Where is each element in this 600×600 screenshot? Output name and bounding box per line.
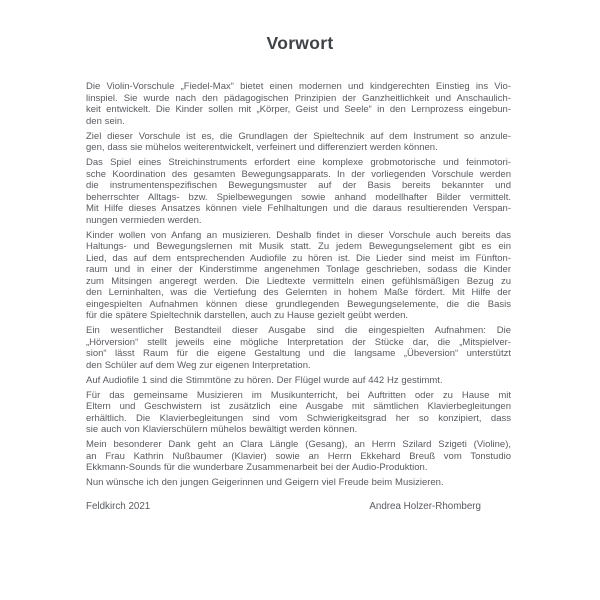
text-line: sion“ lässt Raum für die eigene Gestaltung und die langsame „Übeversion“ unterstützt [86,348,511,359]
paragraph [86,157,511,226]
text-line: „Hörversion“ stellt jeweils eine mögliche Interpretation der Stücke dar, die „Mitspielver- [86,336,511,348]
text-line: sche Koordination des gesamten Bewegungsapparats. In der vorliegenden Vorschule werden [86,168,511,180]
footer-place-date: Feldkirch 2021 [86,501,151,512]
text-line: keit entwickelt. Die Kinder sollen mit „Körper, Geist und Seele“ in den Lernprozess eingebun- [86,104,511,115]
text-line: Eltern und Geschwistern ist zusätzlich eine Ausgabe mit sämtlichen Klavierbegleitungen [86,401,511,412]
text-line: an Frau Kathrin Nußbaumer (Klavier) sowie an Herrn Ekkehard Breuß vom Tonstudio [86,450,511,462]
text-line: Ziel dieser Vorschule ist es, die Grundlagen der Spieltechnik auf dem Instrument so anzule- [86,130,511,142]
text-line: den Lerninhalten, was die Vertiefung des Gelernten in hohem Maße fördert. Mit Hilfe der [86,287,511,298]
paragraph [86,375,511,387]
text-line: für die spätere Spieltechnik darstellen, auch zu Hause gezielt geübt werden. [86,310,409,321]
text-line: Das Spiel eines Streichinstruments erfordert eine komplexe grobmotorische und feinmotori- [86,157,511,168]
foreword-text [86,81,511,492]
text-line: Mein besonderer Dank geht an Clara Längle (Gesang), an Herrn Szilard Szigeti (Violine), [86,439,511,450]
text-line: zum Mitsingen angeregt werden. Die Liedtexte vermitteln einen gefühlsmäßigen Bezug zu [86,275,511,287]
text-line: eingespielten Aufnahmen können diese grundlegenden Bewegungselemente, die die Basis [86,298,511,310]
footer-author: Andrea Holzer-Rhomberg [369,501,481,512]
footer [86,501,511,513]
text-line: erhältlich. Die Klavierbegleitungen sind vom Schwierigkeitsgrad her so konzipiert, dass [86,412,511,424]
text-line: den Schüler auf dem Weg zur eigenen Interpretation. [86,359,311,371]
paragraph [86,81,511,127]
text-line: Lied, das auf dem entsprechenden Audiofile zu hören ist. Die Lieder sind meist im Fünfton- [86,252,511,264]
paragraph [86,230,511,322]
text-line: Auf Audiofile 1 sind die Stimmtöne zu hören. Der Flügel wurde auf 442 Hz gestimmt. [86,374,443,386]
text-line: Ekkmann-Sounds für die wunderbare Zusammenarbeit bei der Audio-Produktion. [86,462,428,473]
text-line: gen, dass sie mühelos weiterentwickelt, verfeinert und differenziert werden können. [86,142,438,153]
text-line: Haltungs- und Bewegungslernen mit Musik statt. Zu jedem Bewegungselement gibt es ein [86,241,511,252]
text-line: Für das gemeinsame Musizieren im Musikunterricht, bei Auftritten oder zu Hause mit [86,389,511,401]
page-title: Vorwort [266,33,334,53]
paragraph [86,477,511,489]
text-line: linspiel. Sie wurde nach den pädagogischen Prinzipien der Ganzheitlichkeit und Anschaulich- [86,92,511,104]
paragraph [86,439,511,474]
text-line: raum und in einer der Kinderstimme angenehmen Tonlage geschrieben, sodass die Kinder [86,264,511,275]
text-line: beherrschter Alltags- bzw. Spielbewegungen sowie anhand modellhafter Bilder vermittelt. [86,191,511,203]
text-line: den sein. [86,115,125,127]
text-line: Ein wesentlicher Bestandteil dieser Ausgabe sind die eingespielten Aufnahmen: Die [86,325,511,336]
text-line: Nun wünsche ich den jungen Geigerinnen und Geigern viel Freude beim Musizieren. [86,477,444,488]
text-line: Kinder wollen von Anfang an musizieren. Deshalb findet in dieser Vorschule auch bereits das [86,229,511,241]
text-line: sie auch von Klavierschülern mühelos bewältigt werden können. [86,424,358,435]
paragraph [86,390,511,436]
paragraph [86,325,511,371]
text-line: nungen vermieden werden. [86,214,202,226]
text-line: die instrumentenspezifischen Bewegungsmuster auf der Basis bereits bekannter und [86,180,511,191]
text-line: Mit Hilfe dieses Ansatzes können viele Fehlhaltungen und die daraus resultierenden Verspan- [86,203,511,214]
paragraph [86,131,511,154]
text-line: Die Violin-Vorschule „Fiedel-Max“ bietet einen modernen und kindgerechten Einstieg ins Vio- [86,81,511,92]
